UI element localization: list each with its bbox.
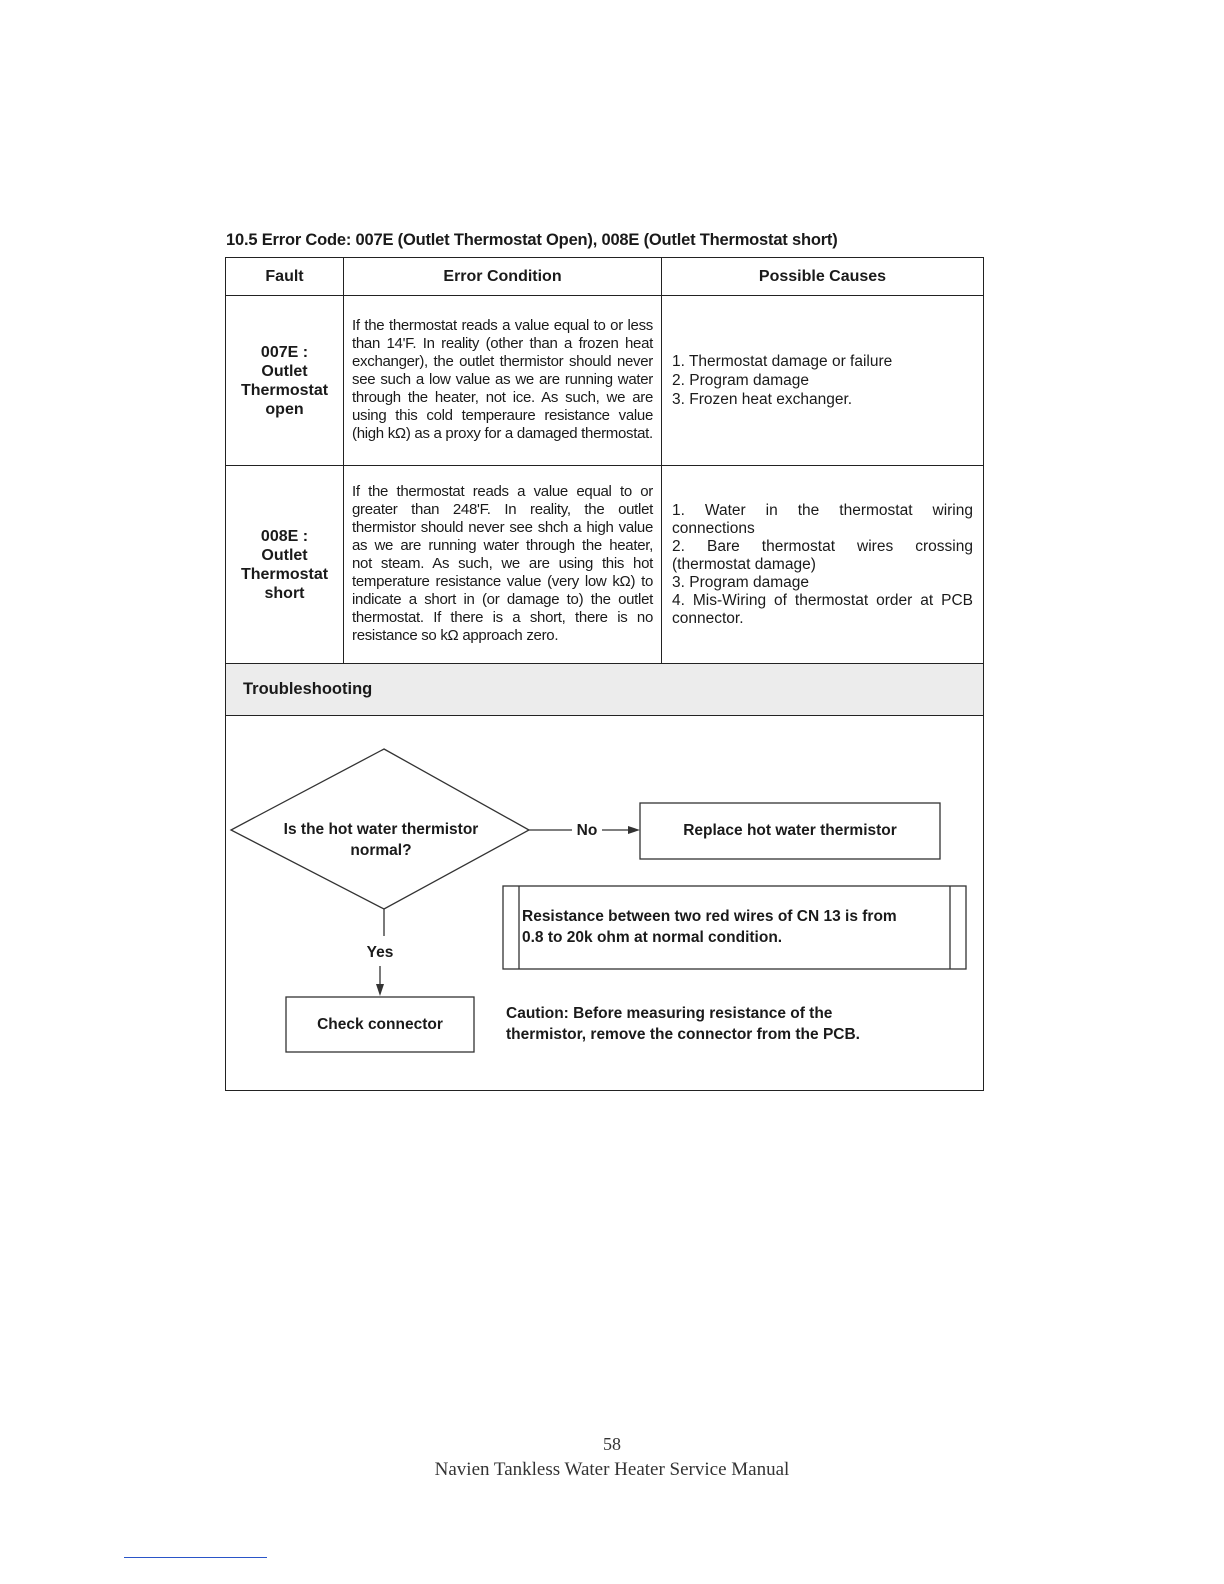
fault-line: Outlet xyxy=(261,546,308,564)
fault-line: Outlet xyxy=(261,362,308,380)
error-condition-cell: If the thermostat reads a value equal to or less than 14'F. In reality (other than a frozen heat exchanger), the outlet thermistor should never see such a low value as we are running water through the heater, not ice. As such, we are using this cold temperaure resistance value (high kΩ) as a proxy for a damaged thermostat. xyxy=(344,296,662,466)
no-label: No xyxy=(576,822,598,839)
fault-line: Thermostat xyxy=(240,381,329,399)
replace-thermistor-text: Replace hot water thermistor xyxy=(683,822,897,839)
cause-item: 1. Water in the thermostat wiring connections xyxy=(672,501,973,537)
table-row xyxy=(226,466,984,664)
fault-line: Thermostat xyxy=(240,565,329,583)
decision-question xyxy=(256,819,506,861)
table-header-row xyxy=(226,258,984,296)
cause-item: 4. Mis-Wiring of thermostat order at PCB connector. xyxy=(672,591,973,627)
resistance-note-line: 0.8 to 20k ohm at normal condition. xyxy=(522,929,783,946)
flowchart-row xyxy=(226,716,984,1091)
cause-item: 3. Frozen heat exchanger. xyxy=(672,391,853,408)
check-connector-text: Check connector xyxy=(317,1016,443,1033)
cause-item: 1. Thermostat damage or failure xyxy=(672,353,893,370)
resistance-note-text xyxy=(522,906,950,948)
cause-item: 2. Bare thermostat wires crossing (thermostat damage) xyxy=(672,537,973,573)
fault-cell xyxy=(226,296,344,466)
possible-causes-cell xyxy=(662,466,984,664)
fault-line: open xyxy=(265,400,304,418)
troubleshooting-header-row xyxy=(226,664,984,716)
resistance-note-line: Resistance between two red wires of CN 13 is from xyxy=(522,908,897,925)
caution-note xyxy=(506,1003,966,1045)
fault-line: short xyxy=(264,584,305,602)
caution-line: thermistor, remove the connector from the PCB. xyxy=(506,1026,860,1043)
troubleshooting-flowchart xyxy=(226,716,984,1090)
possible-causes-cell xyxy=(662,296,984,466)
table-row xyxy=(226,296,984,466)
section-title: 10.5 Error Code: 007E (Outlet Thermostat Open), 008E (Outlet Thermostat short) xyxy=(226,231,838,249)
cause-item: 3. Program damage xyxy=(672,573,809,591)
caution-line: Caution: Before measuring resistance of the xyxy=(506,1005,833,1022)
error-code-table xyxy=(225,257,984,1091)
manual-title: Navien Tankless Water Heater Service Manual xyxy=(434,1459,790,1480)
troubleshooting-heading: Troubleshooting xyxy=(226,664,984,716)
decision-text-line: normal? xyxy=(350,842,412,859)
yes-label: Yes xyxy=(366,944,394,961)
fault-code: 007E : xyxy=(260,343,309,361)
arrowhead-icon xyxy=(376,984,384,996)
fault-code: 008E : xyxy=(260,527,309,545)
cause-item: 2. Program damage xyxy=(672,372,809,389)
header-possible-causes: Possible Causes xyxy=(662,258,984,296)
page-number: 58 xyxy=(603,1434,621,1454)
error-condition-cell: If the thermostat reads a value equal to or greater than 248'F. In reality, the outlet thermistor should never see shch a high value as we are running water through the heater, not steam. As such, we are using this hot temperature resistance value (very low kΩ) to indicate a short in (or damage to) the outlet thermostat. If there is a short, there is no resistance so kΩ approach zero. xyxy=(344,466,662,664)
header-fault: Fault xyxy=(226,258,344,296)
header-error-condition: Error Condition xyxy=(344,258,662,296)
fault-cell xyxy=(226,466,344,664)
arrowhead-icon xyxy=(628,826,640,834)
footer-link-rule xyxy=(124,1557,267,1558)
flowchart-cell xyxy=(226,716,984,1091)
decision-text-line: Is the hot water thermistor xyxy=(283,821,479,838)
